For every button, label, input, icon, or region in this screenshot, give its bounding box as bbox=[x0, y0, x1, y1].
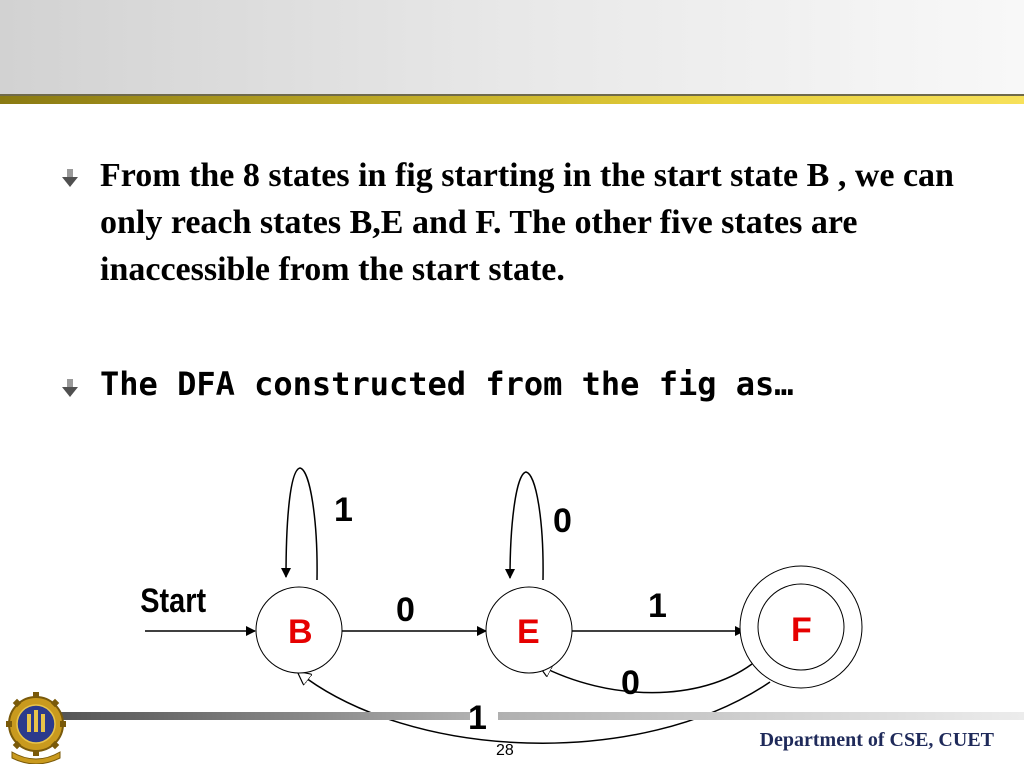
transition-f-e bbox=[539, 664, 752, 693]
label-e-f: 1 bbox=[648, 587, 667, 625]
label-f-e: 0 bbox=[621, 664, 640, 702]
transition-e-self bbox=[510, 472, 543, 580]
state-e-label: E bbox=[517, 613, 540, 651]
label-b-self: 1 bbox=[334, 491, 353, 529]
transition-b-self bbox=[286, 468, 317, 580]
footer-bar-left bbox=[60, 712, 470, 720]
state-f-label: F bbox=[791, 611, 812, 649]
footer-bar-right bbox=[498, 712, 1024, 720]
label-b-e: 0 bbox=[396, 591, 415, 629]
bullet-text-1: From the 8 states in fig starting in the start state B , we can only reach states B,E and F. The other five states are inaccessible from the start state. bbox=[100, 157, 954, 288]
department-label: Department of CSE, CUET bbox=[759, 729, 994, 751]
transition-f-b bbox=[298, 672, 770, 743]
state-b-label: B bbox=[288, 613, 313, 651]
bullet-text-2: The DFA constructed from the fig as… bbox=[100, 365, 794, 403]
label-e-self: 0 bbox=[553, 502, 572, 540]
cuet-logo-icon bbox=[6, 686, 66, 764]
label-f-b: 1 bbox=[468, 699, 487, 737]
page-number: 28 bbox=[496, 742, 514, 759]
start-label: Start bbox=[140, 580, 207, 620]
